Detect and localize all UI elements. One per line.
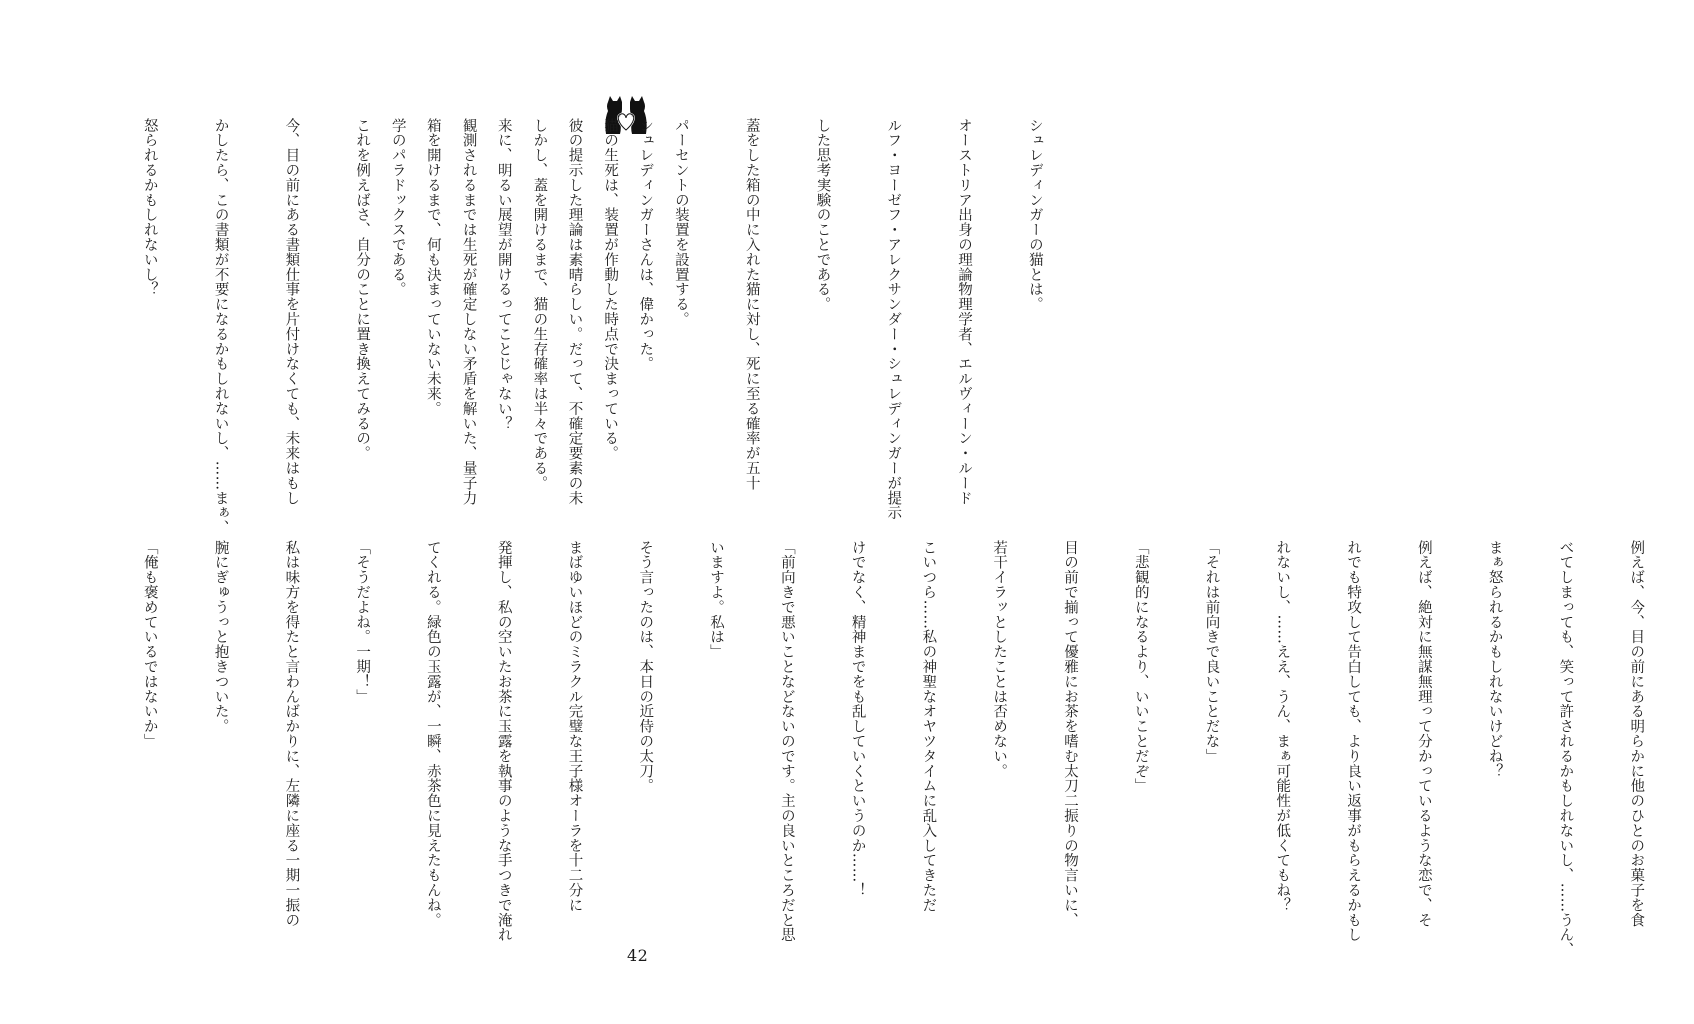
text-line: 観測されるまでは生死が確定しない矛盾を解いた、量子力	[460, 118, 477, 506]
text-line: 「前向きで悪いことなどないのです。主の良いところだと思	[778, 540, 795, 943]
text-line: 蓋をした箱の中に入れた猫に対し、死に至る確率が五十	[743, 118, 760, 491]
text-line: 腕にぎゅうっと抱きついた。	[212, 540, 229, 734]
text-line: いますよ。私は」	[708, 540, 725, 660]
section-c-text	[90, 540, 1694, 960]
text-line: 「それは前向きで良いことだな」	[1203, 540, 1220, 764]
text-line: 目の前で揃って優雅にお茶を嗜む太刀二振りの物言いに、	[1061, 540, 1078, 928]
text-line: 猫の生死は、装置が作動した時点で決まっている。	[602, 118, 619, 461]
text-line: まぁ怒られるかもしれないけどね？	[1486, 540, 1503, 779]
text-line: シュレディンガーさんは、偉かった。	[637, 118, 654, 372]
text-line: 怒られるかもしれないし？	[141, 118, 158, 297]
text-line: 私は味方を得たと言わんばかりに、左隣に座る一期一振の	[283, 540, 300, 928]
text-line: まばゆいほどのミラクル完璧な王子様オーラを十二分に	[566, 540, 583, 913]
text-line: これを例えばさ、自分のことに置き換えてみるの。	[354, 118, 371, 461]
text-line: シュレディンガーの猫とは。	[1026, 118, 1043, 312]
text-line: 発揮し、私の空いたお茶に玉露を執事のような手つきで淹れ	[495, 540, 512, 943]
text-line: 来に、明るい展望が開けるってことじゃない？	[495, 118, 512, 431]
text-line: れないし、……ええ、うん、まぁ可能性が低くてもね？	[1274, 540, 1291, 913]
text-line: 例えば、絶対に無謀無理って分かっているような恋で、そ	[1415, 540, 1432, 928]
text-line: パーセントの装置を設置する。	[672, 118, 689, 327]
text-line: 「俺も褒めているではないか」	[141, 540, 158, 749]
text-line: 「そうだよね。一期！」	[354, 540, 371, 704]
page-number: 42	[627, 946, 649, 965]
text-line: てくれる。緑色の玉露が、一瞬、赤茶色に見えたもんね。	[424, 540, 441, 928]
text-line: ルフ・ヨーゼフ・アレクサンダー・シュレディンガーが提示	[885, 118, 902, 521]
text-line: こいつら……私の神聖なオヤツタイムに乱入してきただ	[920, 540, 937, 913]
text-line: 彼の提示した理論は素晴らしい。だって、不確定要素の未	[566, 118, 583, 506]
text-line: しかし、蓋を開けるまで、猫の生存確率は半々である。	[531, 118, 548, 491]
text-line: 「悲観的になるより、いいことだぞ」	[1132, 540, 1149, 794]
text-line: 今、目の前にある書類仕事を片付けなくても、未来はもし	[283, 118, 300, 506]
text-line: かしたら、この書類が不要になるかもしれないし、……まぁ、	[212, 118, 229, 536]
text-line: オーストリア出身の理論物理学者、エルヴィーン・ルード	[956, 118, 973, 506]
text-line: れでも特攻して告白しても、より良い返事がもらえるかもし	[1345, 540, 1362, 943]
text-line: 例えば、今、目の前にある明らかに他のひとのお菓子を食	[1628, 540, 1645, 928]
text-line: けでなく、精神までをも乱していくというのか……！	[849, 540, 866, 898]
text-line: 若干イラッとしたことは否めない。	[991, 540, 1008, 779]
text-line: 箱を開けるまで、何も決まっていない未来。	[424, 118, 441, 416]
text-line: べてしまっても、笑って許されるかもしれないし、……うん、	[1557, 540, 1574, 958]
text-line: そう言ったのは、本日の近侍の太刀。	[637, 540, 654, 794]
text-line: 学のパラドックスである。	[389, 118, 406, 297]
section-b-text	[90, 118, 703, 536]
text-line: した思考実験のことである。	[814, 118, 831, 312]
